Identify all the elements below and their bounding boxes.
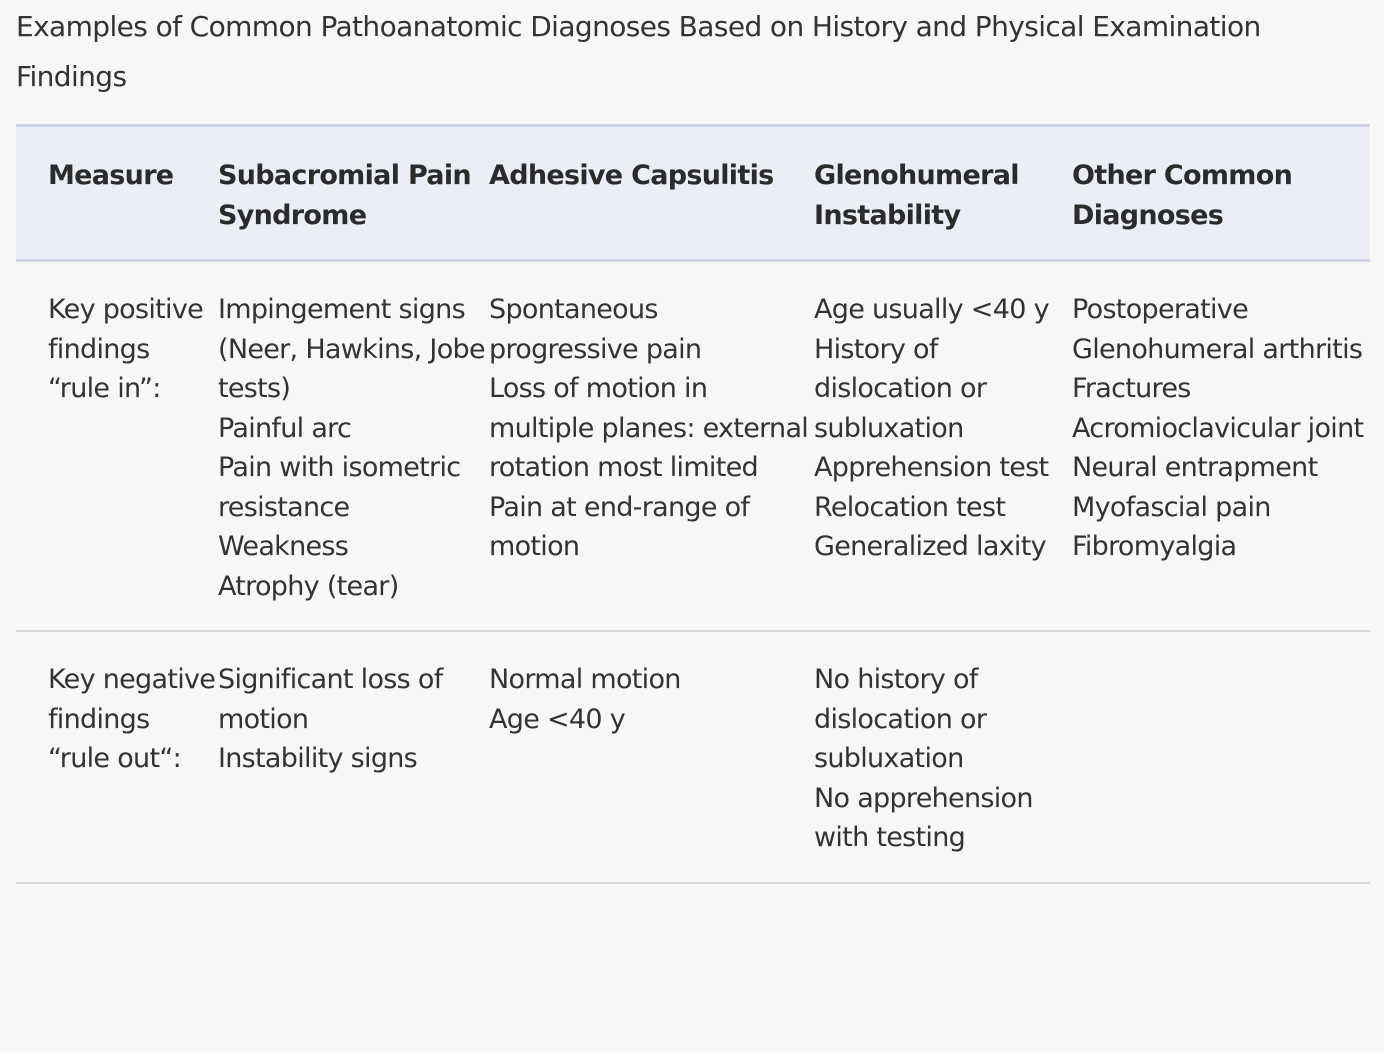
table-header — [16, 126, 1370, 261]
table-cell — [218, 631, 489, 883]
finding-item: Pain at end-range of motion — [489, 491, 750, 562]
table-cell — [1072, 261, 1370, 632]
header-glenohumeral-instability: Glenohumeral Instability — [814, 160, 1019, 231]
table-cell — [218, 261, 489, 632]
row-measure-label: Key negative findings “rule out“: — [48, 664, 216, 774]
table-row — [16, 261, 1370, 632]
finding-item: Glenohumeral arthritis — [1072, 333, 1363, 365]
finding-item: Generalized laxity — [814, 531, 1046, 562]
finding-item: Myofascial pain — [1072, 491, 1271, 523]
table-cell — [489, 261, 814, 632]
row-measure-label: Key positive findings “rule in”: — [48, 294, 204, 404]
finding-item: Fractures — [1072, 373, 1191, 404]
finding-item: Weakness — [218, 531, 349, 562]
finding-item: Apprehension test — [814, 452, 1049, 483]
table-cell — [1072, 631, 1370, 883]
diagnoses-table-container — [16, 124, 1370, 884]
table-body — [16, 261, 1370, 883]
header-other-common-diagnoses: Other Common Diagnoses — [1072, 160, 1293, 231]
header-subacromial-pain-syndrome: Subacromial Pain Syndrome — [218, 160, 471, 231]
finding-item: Atrophy (tear) — [218, 570, 399, 602]
finding-item: Relocation test — [814, 491, 1006, 523]
table-cell — [814, 631, 1072, 883]
table-caption: Examples of Common Pathoanatomic Diagnoses Based on History and Physical Examination Findings — [16, 10, 1261, 93]
finding-item: Age <40 y — [489, 703, 626, 735]
finding-item: Painful arc — [218, 412, 352, 444]
finding-item: Neural entrapment — [1072, 452, 1318, 483]
table-cell — [814, 261, 1072, 632]
header-adhesive-capsulitis: Adhesive Capsulitis — [489, 160, 774, 191]
table-cell — [489, 631, 814, 883]
finding-item: Loss of motion in multiple planes: external rotation most limited — [489, 373, 809, 483]
finding-item: Fibromyalgia — [1072, 531, 1237, 562]
finding-item: Normal motion — [489, 664, 681, 695]
diagnoses-table — [16, 124, 1370, 884]
header-row — [16, 126, 1370, 261]
finding-item: Postoperative — [1072, 294, 1248, 325]
finding-item: History of dislocation or subluxation — [814, 333, 987, 444]
finding-item: Pain with isometric resistance — [218, 452, 461, 523]
finding-item: No history of dislocation or subluxation — [814, 664, 987, 774]
finding-item: Spontaneous progressive pain — [489, 294, 702, 365]
finding-item: Instability signs — [218, 743, 418, 774]
finding-item: Impingement signs (Neer, Hawkins, Jobe tests) — [218, 294, 485, 404]
finding-item: Significant loss of motion — [218, 664, 443, 735]
table-row — [16, 631, 1370, 883]
finding-item: No apprehension with testing — [814, 782, 1033, 853]
header-measure: Measure — [48, 160, 174, 191]
finding-item: Age usually <40 y — [814, 294, 1049, 325]
finding-item: Acromioclavicular joint — [1072, 412, 1364, 444]
